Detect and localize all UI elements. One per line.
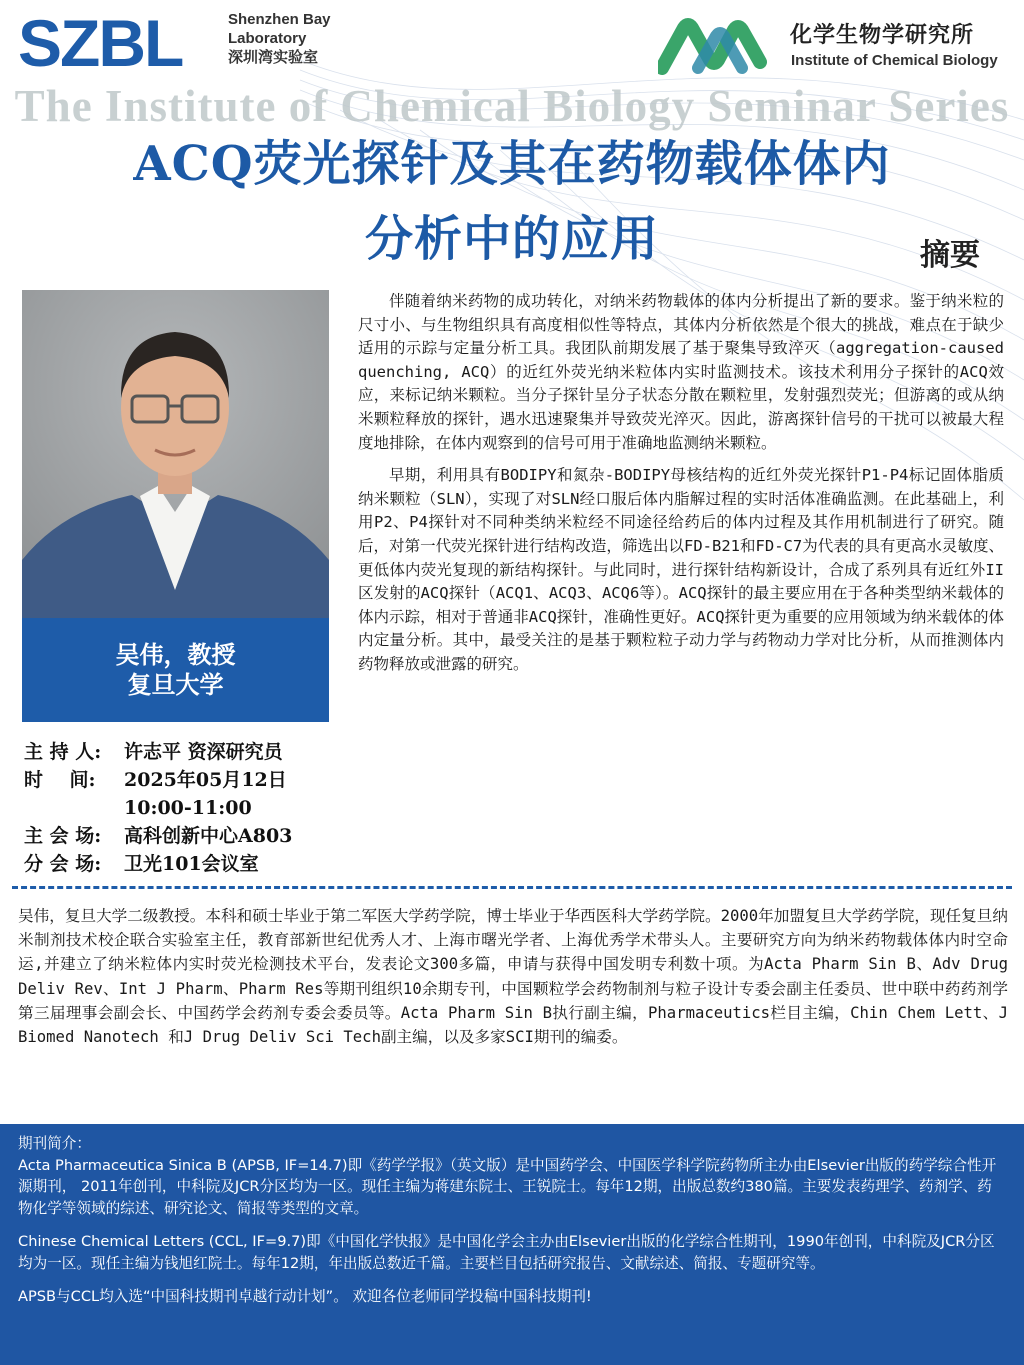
talk-title-line-2: 分析中的应用	[364, 211, 659, 267]
speaker-bio: 吴伟，复旦大学二级教授。本科和硕士毕业于第二军医大学药学院，博士毕业于华西医科大学药学院。2000年加盟复旦大学药学院，现任复旦纳米制剂技术校企联合实验室主任，教育部新世纪优秀人才、上海市曙光学者、上海优秀学术带头人。主要研究方向为纳米药物载体体内时空命运,并建立了纳米粒体内实时荧光检测技术平台，发表论文300多篇，申请与获得中国发明专利数十项。为Acta Pharm Sin B、Adv Drug Deliv Rev、Int J Pharm、Pharm Res等期刊组织10余期专刊，中国颗粒学会药物制剂与粒子设计专委会副主任委员、世中联中药药剂学第三届理事会副会长、中国药学会药剂专委会委员等。Acta Pharm Sin B执行副主编，Pharmaceutics栏目主编，Chin Chem Lett、J Biomed Nanotech 和J Drug Deliv Sci Tech副主编，以及多家SCI期刊的编委。	[18, 907, 1008, 1047]
szbl-name	[228, 10, 331, 67]
event-info	[24, 738, 292, 878]
main-venue-label: 主 会 场:	[24, 825, 102, 847]
szbl-logo-text: SZBL	[18, 10, 183, 76]
abstract-text	[358, 290, 1004, 686]
speaker-affiliation: 复旦大学	[127, 671, 224, 699]
host-label: 主 持 人:	[24, 741, 102, 763]
journal-invitation: APSB与CCL均入选“中国科技期刊卓越行动计划”。 欢迎各位老师同学投稿中国科技期刊!	[18, 1288, 592, 1305]
branch-venue-row	[24, 850, 292, 878]
time-row	[24, 794, 292, 822]
branch-venue-value: 卫光101会议室	[124, 853, 259, 875]
time-value: 10:00-11:00	[124, 797, 252, 819]
journal-heading: 期刊简介：	[18, 1135, 91, 1152]
talk-title	[0, 127, 1024, 277]
icb-logo-icon	[658, 16, 782, 76]
seminar-series-title: The Institute of Chemical Biology Seminar Series	[14, 81, 1010, 131]
branch-venue-label: 分 会 场:	[24, 853, 102, 875]
main-venue-row	[24, 822, 292, 850]
main-venue-value: 高科创新中心A803	[124, 825, 293, 847]
szbl-logo	[18, 10, 223, 76]
talk-title-line-1: ACQ荧光探针及其在药物载体体内	[133, 136, 891, 192]
header	[0, 0, 1024, 90]
speaker-name-box	[22, 618, 329, 722]
szbl-name-cn: 深圳湾实验室	[228, 49, 319, 66]
journal-ccl-paragraph: Chinese Chemical Letters (CCL, IF=9.7)即《中国化学快报》是中国化学会主办由Elsevier出版的化学综合性期刊，1990年创刊，中科院及JCR分区均为一区。现任主编为钱旭红院士。每年12期，年出版总数近千篇。主要栏目包括研究报告、文献综述、简报、专题研究等。	[18, 1233, 995, 1272]
time-label	[24, 794, 124, 822]
date-label: 时 间:	[24, 769, 96, 791]
icb-name-cn: 化学生物学研究所	[790, 23, 975, 48]
icb-name-en: Institute of Chemical Biology	[791, 52, 998, 69]
abstract-paragraph-1: 伴随着纳米药物的成功转化，对纳米药物载体的体内分析提出了新的要求。鉴于纳米粒的尺寸小、与生物组织具有高度相似性等特点，其体内分析依然是个很大的挑战，难点在于缺少适用的示踪与定量分析工具。我团队前期发展了基于聚集导致淬灭（aggregation-caused quenching, ACQ）的近红外荧光纳米粒体内实时监测技术。该技术利用分子探针的ACQ效应，来标记纳米颗粒。当分子探针呈分子状态分散在颗粒里，发射强烈荧光；但游离的或从纳米颗粒释放的探针，遇水迅速聚集并导致荧光淬灭。因此，游离探针信号的干扰可以被最大程度地排除，在体内观察到的信号可用于准确地监测纳米颗粒。	[358, 292, 1004, 452]
abstract-paragraph-2: 早期，利用具有BODIPY和氮杂-BODIPY母核结构的近红外荧光探针P1-P4标记固体脂质纳米颗粒（SLN），实现了对SLN经口服后体内脂解过程的实时活体准确监测。在此基础上，利用P2、P4探针对不同种类纳米粒经不同途径给药后的体内过程及其作用机制进行了研究。随后，对第一代荧光探针进行结构改造，筛选出以FD-B21和FD-C7为代表的具有更高水灵敏度、更低体内荧光复现的新结构探针。与此同时，进行探针结构新设计，合成了系列具有近红外II区发射的ACQ探针（ACQ1、ACQ3、ACQ6等）。ACQ探针的最主要应用在于各种类型纳米载体的体内示踪，相对于普通非ACQ探针，准确性更好。ACQ探针更为重要的应用领域为纳米载体的体内定量分析。其中，最受关注的是基于颗粒粒子动力学与药物动力学对比分析，从而推测体内药物释放或泄露的研究。	[358, 466, 1004, 673]
speaker-photo	[22, 290, 329, 618]
szbl-name-en-2: Laboratory	[228, 30, 307, 47]
szbl-name-en-1: Shenzhen Bay	[228, 11, 331, 28]
journal-intro-section	[0, 1124, 1024, 1365]
date-value: 2025年05月12日	[124, 769, 287, 791]
dashed-divider	[12, 886, 1012, 889]
abstract-label: 摘要	[920, 238, 980, 273]
host-value: 许志平 资深研究员	[124, 741, 283, 763]
journal-apsb-paragraph: Acta Pharmaceutica Sinica B (APSB, IF=14.7)即《药学学报》（英文版）是中国药学会、中国医学科学院药物所主办由Elsevier出版的药学综合性开源期刊， 2011年创刊，中科院及JCR分区均为一区。现任主编为蒋建东院士、王锐院士。每年12期，出版总数约380篇。主要发表药理学、药剂学、药物化学等领域的综述、研究论文、简报等类型的文章。	[18, 1156, 997, 1217]
speaker-name: 吴伟，教授	[115, 641, 236, 669]
host-row	[24, 738, 292, 766]
date-row	[24, 766, 292, 794]
